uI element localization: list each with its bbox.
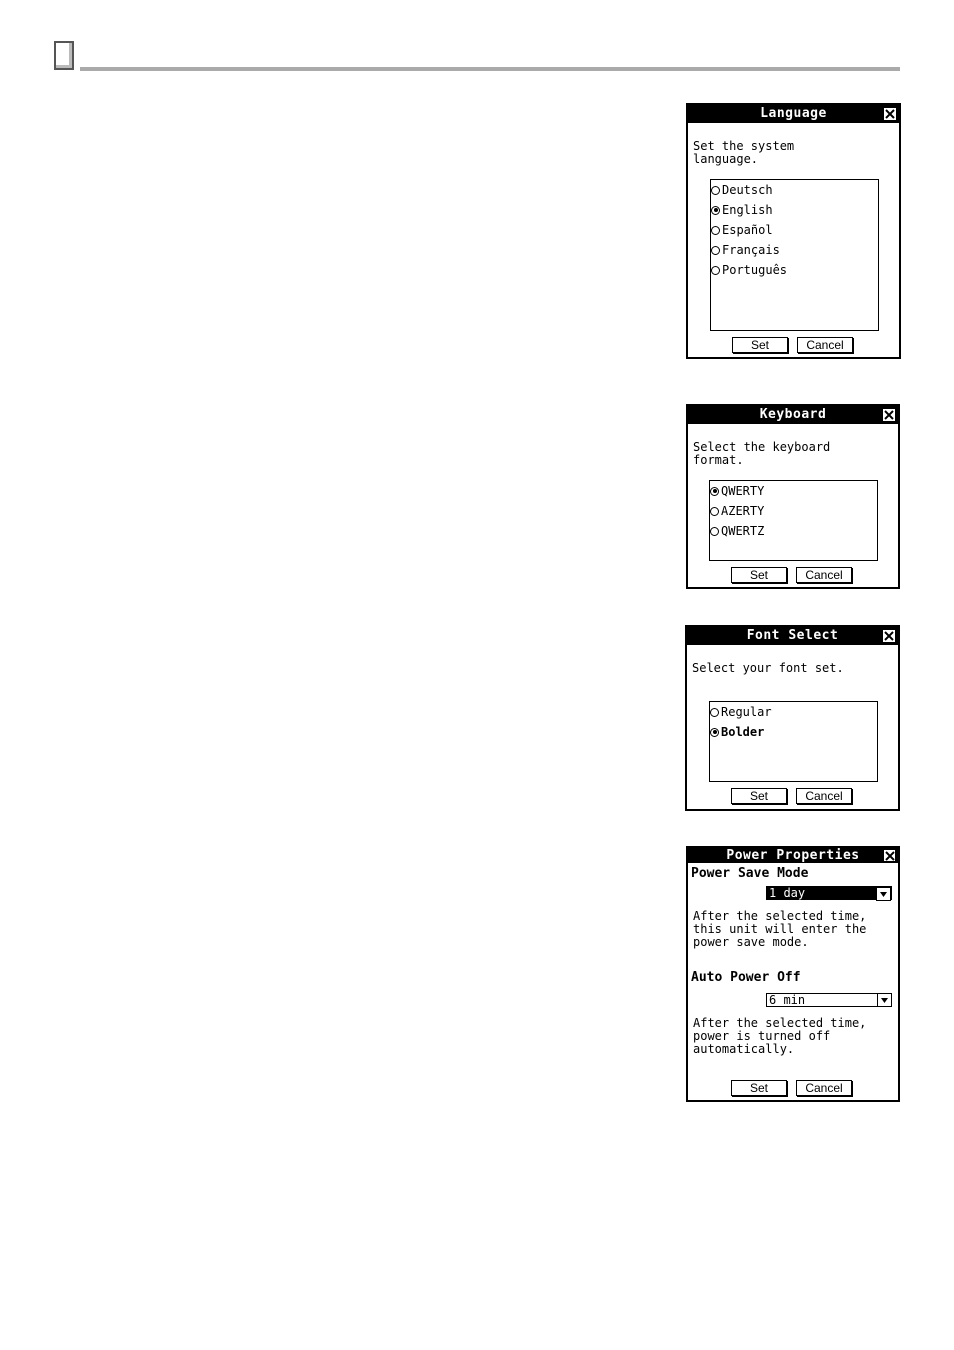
language-listbox[interactable] — [710, 179, 879, 331]
option-label: English — [722, 203, 773, 217]
dialog-title: Font Select — [746, 628, 839, 643]
list-item-francais[interactable] — [711, 241, 780, 259]
list-item-regular[interactable] — [710, 703, 772, 721]
radio-selected-icon[interactable] — [711, 206, 720, 215]
dropdown-arrow-icon[interactable] — [877, 994, 891, 1006]
option-label: AZERTY — [721, 504, 765, 518]
cancel-button[interactable]: Cancel — [796, 788, 852, 804]
list-item-english[interactable] — [711, 201, 773, 219]
chapter-tab-icon — [54, 41, 74, 70]
option-label: Português — [722, 263, 788, 277]
set-button[interactable]: Set — [731, 1080, 787, 1096]
close-icon[interactable] — [882, 408, 896, 422]
radio-icon[interactable] — [710, 527, 719, 536]
dialog-title: Keyboard — [759, 407, 827, 422]
keyboard-dialog — [686, 404, 900, 589]
dialog-prompt: Set the system language. — [693, 139, 795, 166]
close-icon[interactable] — [882, 629, 896, 643]
set-button[interactable]: Set — [731, 788, 787, 804]
auto-power-off-label: Auto Power Off — [691, 970, 801, 985]
list-item-qwertz[interactable] — [710, 522, 764, 540]
cancel-button[interactable]: Cancel — [796, 1080, 852, 1096]
set-button[interactable]: Set — [731, 567, 787, 583]
set-button[interactable]: Set — [732, 337, 788, 353]
list-item-bolder[interactable] — [710, 723, 764, 741]
auto-power-off-description: After the selected time, power is turned off automatically. — [693, 1016, 867, 1056]
language-dialog — [686, 103, 901, 359]
list-item-portugues[interactable] — [711, 261, 787, 279]
radio-selected-icon[interactable] — [710, 728, 719, 737]
option-label: QWERTY — [721, 484, 765, 498]
option-label: Regular — [721, 705, 772, 719]
radio-icon[interactable] — [711, 226, 720, 235]
option-label: Français — [722, 243, 780, 257]
option-label: Deutsch — [722, 183, 773, 197]
dialog-title: Language — [760, 106, 827, 121]
list-item-azerty[interactable] — [710, 502, 764, 520]
close-icon[interactable] — [883, 849, 896, 862]
power-save-mode-select[interactable] — [766, 886, 892, 900]
option-label: Español — [722, 223, 773, 237]
font-select-dialog-titlebar — [687, 627, 898, 645]
dialog-title: Power Properties — [726, 848, 860, 863]
radio-selected-icon[interactable] — [710, 487, 719, 496]
radio-icon[interactable] — [711, 246, 720, 255]
dropdown-arrow-icon[interactable] — [876, 887, 891, 901]
header-rule — [80, 67, 900, 71]
list-item-deutsch[interactable] — [711, 181, 773, 199]
auto-power-off-select[interactable] — [766, 993, 892, 1007]
dialog-prompt: Select your font set. — [692, 661, 844, 675]
radio-icon[interactable] — [710, 708, 719, 717]
power-save-description: After the selected time, this unit will enter the power save mode. — [693, 909, 867, 949]
option-label: Bolder — [721, 725, 765, 739]
radio-icon[interactable] — [711, 266, 720, 275]
dialog-prompt: Select the keyboard format. — [693, 440, 831, 467]
language-dialog-titlebar — [688, 105, 899, 123]
keyboard-listbox[interactable] — [709, 480, 878, 561]
power-properties-dialog — [686, 846, 900, 1102]
list-item-espanol[interactable] — [711, 221, 773, 239]
font-listbox[interactable] — [709, 701, 878, 782]
keyboard-dialog-titlebar — [688, 406, 898, 424]
radio-icon[interactable] — [710, 507, 719, 516]
selected-value: 1 day — [769, 886, 806, 900]
close-icon[interactable] — [883, 107, 897, 121]
radio-icon[interactable] — [711, 186, 720, 195]
option-label: QWERTZ — [721, 524, 765, 538]
cancel-button[interactable]: Cancel — [796, 567, 852, 583]
cancel-button[interactable]: Cancel — [797, 337, 853, 353]
list-item-qwerty[interactable] — [710, 482, 764, 500]
selected-value: 6 min — [769, 993, 806, 1007]
power-save-mode-label: Power Save Mode — [691, 866, 809, 881]
power-dialog-titlebar — [688, 848, 898, 863]
font-select-dialog — [685, 625, 900, 811]
